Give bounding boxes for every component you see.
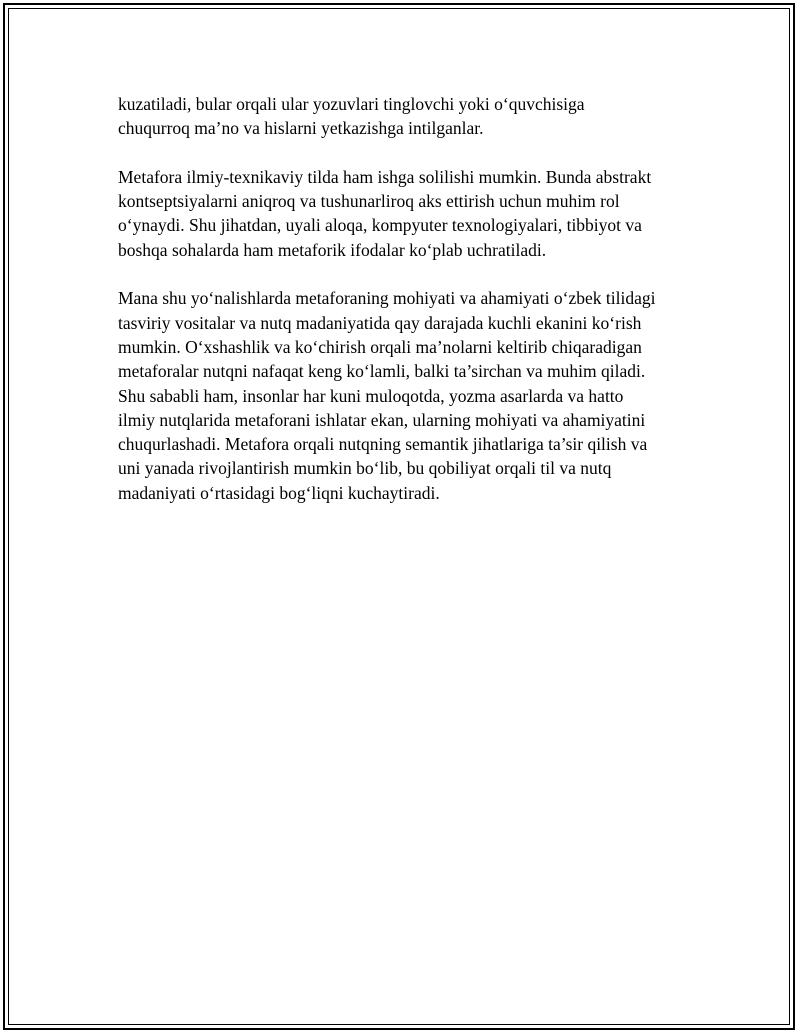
text-line: uni yanada rivojlantirish mumkin bo‘lib, bu qobiliyat orqali til va nutq: [118, 458, 612, 479]
paragraph-1: [118, 92, 698, 141]
text-line: tasviriy vositalar va nutq madaniyatida qay darajada kuchli ekanini ko‘rish: [118, 312, 642, 333]
document-body: [118, 92, 698, 529]
text-line: metaforalar nutqni nafaqat keng ko‘lamli, balki ta’sirchan va muhim qiladi.: [118, 361, 646, 382]
text-line: madaniyati o‘rtasidagi bog‘liqni kuchaytiradi.: [118, 482, 440, 503]
text-line: Mana shu yo‘nalishlarda metaforaning mohiyati va ahamiyati o‘zbek tilidagi: [118, 288, 656, 309]
text-line: mumkin. O‘xshashlik va ko‘chirish orqali ma’nolarni keltirib chiqaradigan: [118, 336, 642, 357]
text-line: ilmiy nutqlarida metaforani ishlatar ekan, ularning mohiyati va ahamiyatini: [118, 409, 646, 430]
text-line: Shu sababli ham, insonlar har kuni muloqotda, yozma asarlarda va hatto: [118, 385, 624, 406]
paragraph-2: [118, 165, 698, 262]
text-line: kontseptsiyalarni aniqroq va tushunarliroq aks ettirish uchun muhim rol: [118, 191, 620, 212]
text-line: boshqa sohalarda ham metaforik ifodalar ko‘plab uchratiladi.: [118, 239, 547, 260]
text-line: kuzatiladi, bular orqali ular yozuvlari tinglovchi yoki o‘quvchisiga: [118, 94, 585, 114]
text-line: chuqurroq ma’no va hislarni yetkazishga intilganlar.: [118, 118, 484, 139]
text-line: chuqurlashadi. Metafora orqali nutqning semantik jihatlariga ta’sir qilish va: [118, 434, 648, 455]
text-line: o‘ynaydi. Shu jihatdan, uyali aloqa, kompyuter texnologiyalari, tibbiyot va: [118, 215, 642, 236]
paragraph-3: [118, 286, 698, 505]
text-line: Metafora ilmiy-texnikaviy tilda ham ishga solilishi mumkin. Bunda abstrakt: [118, 166, 652, 187]
